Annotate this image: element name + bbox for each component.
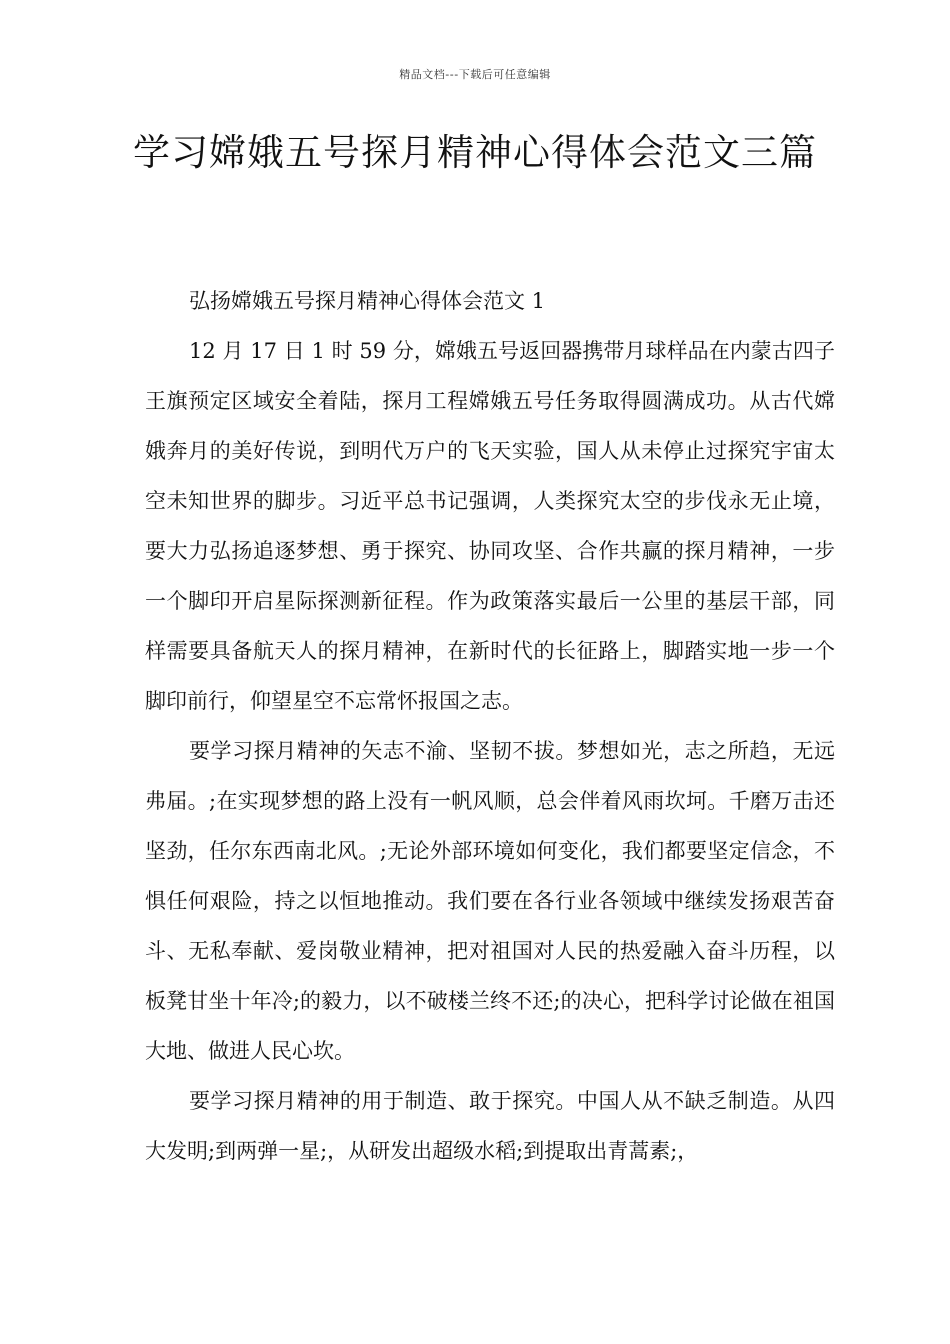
paragraph-1: 12 月 17 日 1 时 59 分，嫦娥五号返回器携带月球样品在内蒙古四子王旗预定区域安全着陆，探月工程嫦娥五号任务取得圆满成功。从古代嫦娥奔月的美好传说，到明代万户的飞天实验，国人从未停止过探究宇宙太空未知世界的脚步。习近平总书记强调，人类探究太空的步伐永无止境，要大力弘扬追逐梦想、勇于探究、协同攻坚、合作共赢的探月精神，一步一个脚印开启星际探测新征程。作为政策落实最后一公里的基层干部，同样需要具备航天人的探月精神，在新时代的长征路上，脚踏实地一步一个脚印前行，仰望星空不忘常怀报国之志。 — [145, 339, 835, 713]
paragraph-3: 要学习探月精神的用于制造、敢于探究。中国人从不缺乏制造。从四大发明;到两弹一星;，从研发出超级水稻;到提取出青蒿素;， — [145, 1089, 835, 1163]
document-title: 学习嫦娥五号探月精神心得体会范文三篇 — [133, 131, 817, 174]
document-body — [145, 276, 835, 1176]
section-subtitle: 弘扬嫦娥五号探月精神心得体会范文 1 — [189, 289, 546, 313]
header-note: 精品文档---下载后可任意编辑 — [399, 68, 551, 81]
paragraph-2: 要学习探月精神的矢志不渝、坚韧不拔。梦想如光，志之所趋，无远弗届。;在实现梦想的路上没有一帆风顺，总会伴着风雨坎坷。千磨万击还坚劲，任尔东西南北风。;无论外部环境如何变化，我们都要坚定信念，不惧任何艰险，持之以恒地推动。我们要在各行业各领域中继续发扬艰苦奋斗、无私奉献、爱岗敬业精神，把对祖国对人民的热爱融入奋斗历程，以板凳甘坐十年冷;的毅力，以不破楼兰终不还;的决心，把科学讨论做在祖国大地、做进人民心坎。 — [145, 739, 835, 1063]
